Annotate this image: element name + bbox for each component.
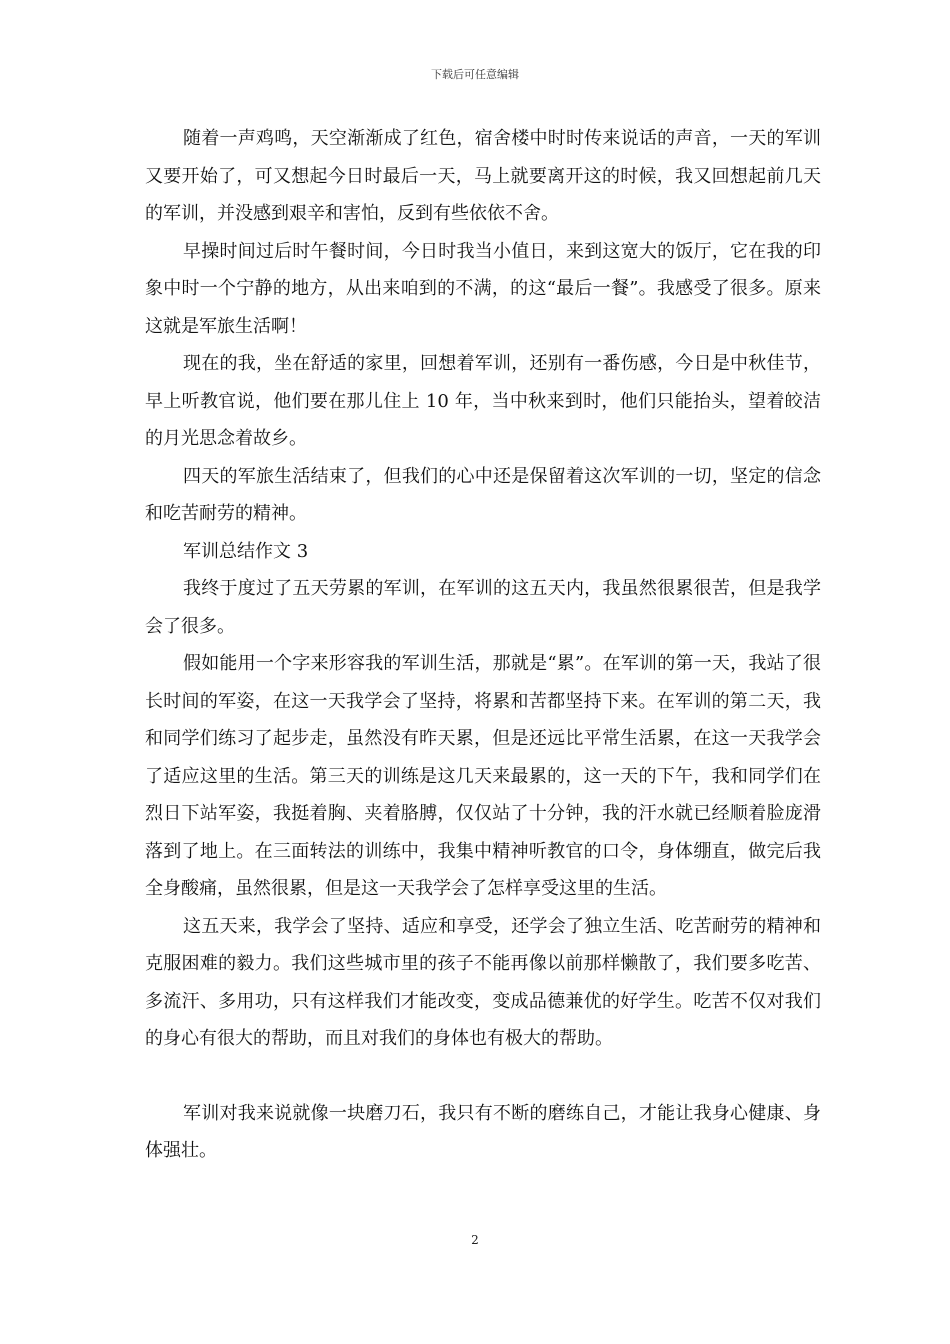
paragraph-2: 早操时间过后时午餐时间，今日时我当小值日，来到这宽大的饭厅，它在我的印象中时一个宁静的地方，从出来咱到的不满，的这“最后一餐”。我感受了很多。原来这就是军旅生活啊！ bbox=[145, 240, 821, 337]
paragraph-4: 四天的军旅生活结束了，但我们的心中还是保留着这次军训的一切，坚定的信念和吃苦耐劳的精神。 bbox=[145, 465, 821, 524]
page-header: 下载后可任意编辑 bbox=[431, 68, 519, 81]
paragraph-5: 我终于度过了五天劳累的军训，在军训的这五天内，我虽然很累很苦，但是我学会了很多。 bbox=[145, 578, 821, 637]
paragraph-1: 随着一声鸡鸣，天空渐渐成了红色，宿舍楼中时时传来说话的声音，一天的军训又要开始了，可又想起今日时最后一天，马上就要离开这的时候，我又回想起前几天的军训，并没感到艰辛和害怕，反到有些依依不舍。 bbox=[145, 128, 821, 224]
paragraph-3: 现在的我，坐在舒适的家里，回想着军训，还别有一番伤感，今日是中秋佳节，早上听教官说，他们要在那儿住上 10 年，当中秋来到时，他们只能抬头，望着皎洁的月光思念着故乡。 bbox=[145, 353, 821, 449]
section-heading: 军训总结作文 3 bbox=[183, 540, 309, 562]
paragraph-6: 假如能用一个字来形容我的军训生活，那就是“累”。在军训的第一天，我站了很长时间的军姿，在这一天我学会了坚持，将累和苦都坚持下来。在军训的第二天，我和同学们练习了起步走，虽然没有昨天累，但是还远比平常生活累，在这一天我学会了适应这里的生活。第三天的训练是这几天来最累的，这一天的下午，我和同学们在烈日下站军姿，我挺着胸、夹着胳膊，仅仅站了十分钟，我的汗水就已经顺着脸庞滑落到了地上。在三面转法的训练中，我集中精神听教官的口令，身体绷直，做完后我全身酸痛，虽然很累，但是这一天我学会了怎样享受这里的生活。 bbox=[145, 653, 821, 899]
paragraph-7: 这五天来，我学会了坚持、适应和享受，还学会了独立生活、吃苦耐劳的精神和克服困难的毅力。我们这些城市里的孩子不能再像以前那样懒散了，我们要多吃苦、多流汗、多用功，只有这样我们才能改变，变成品德兼优的好学生。吃苦不仅对我们的身心有很大的帮助，而且对我们的身体也有极大的帮助。 bbox=[145, 915, 821, 1049]
document-body bbox=[145, 120, 821, 1170]
paragraph-8: 军训对我来说就像一块磨刀石，我只有不断的磨练自己，才能让我身心健康、身体强壮。 bbox=[145, 1102, 821, 1161]
page-number: 2 bbox=[471, 1233, 479, 1247]
